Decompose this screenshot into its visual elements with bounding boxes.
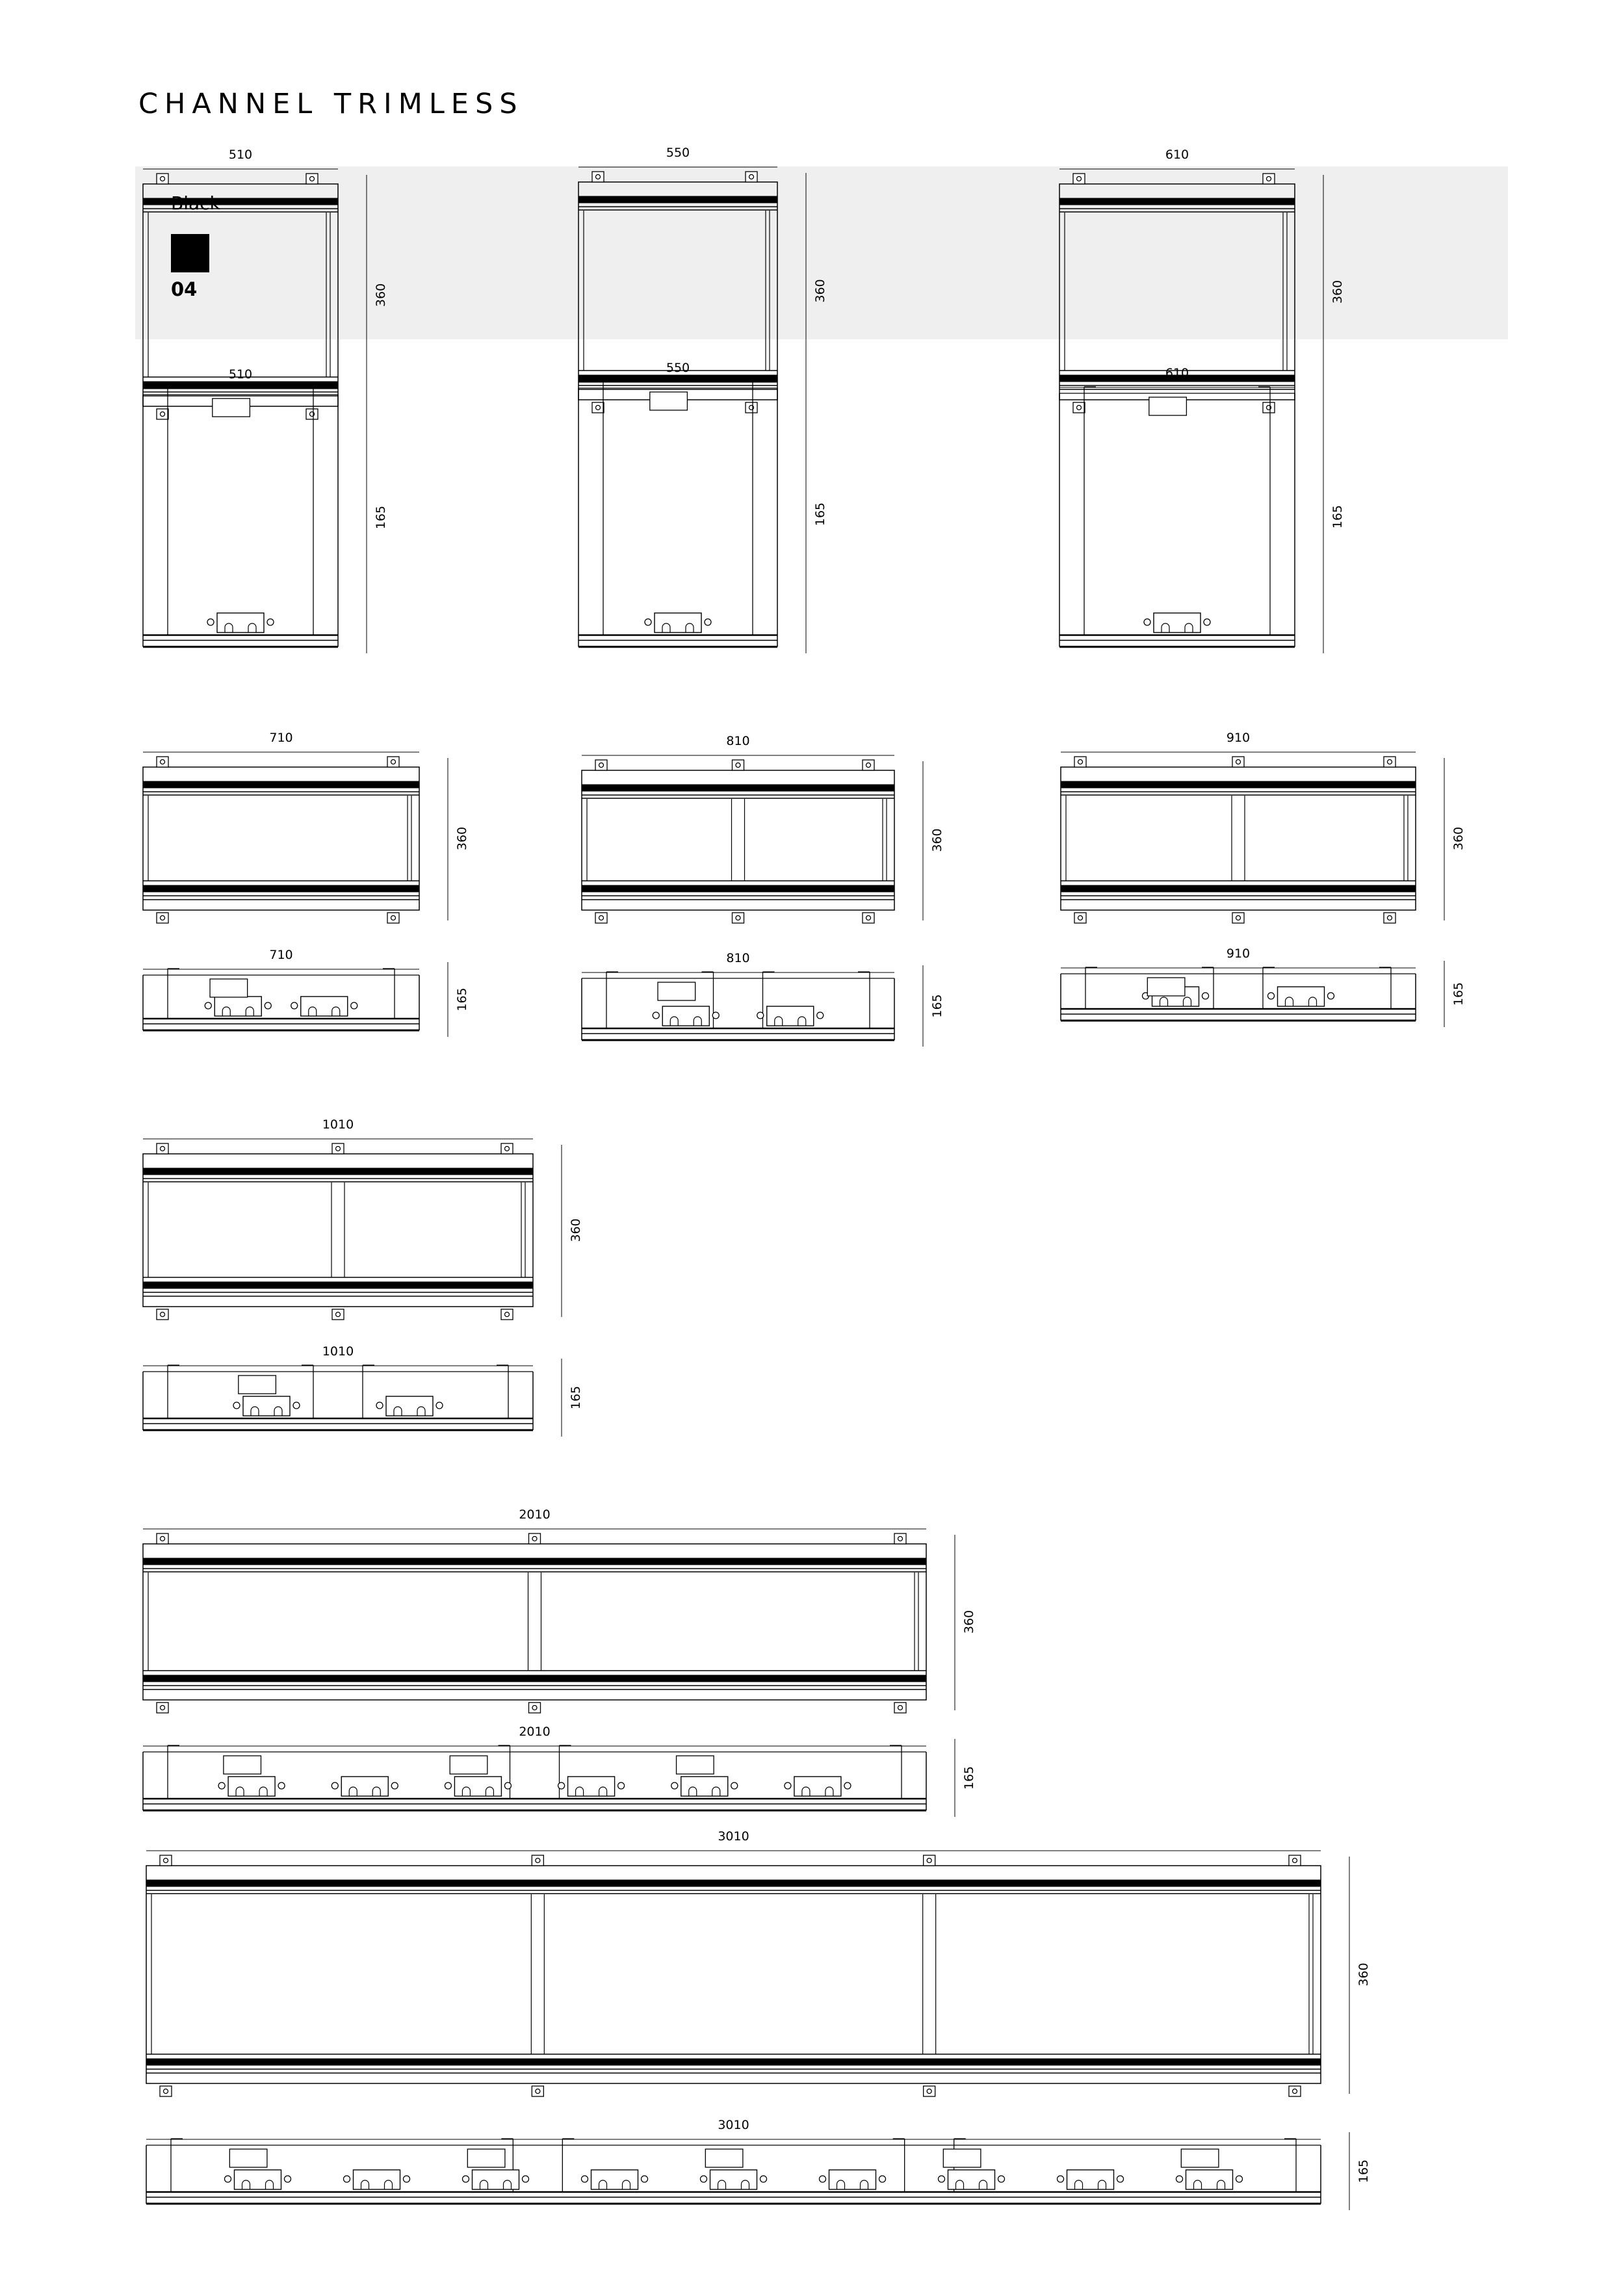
screw-icon: [1388, 916, 1392, 920]
top-view-drawing: [143, 731, 469, 923]
dimension-height-label: 165: [374, 505, 388, 530]
top-view-drawing: [582, 734, 944, 923]
label-plate: [677, 1756, 714, 1774]
screw-icon: [161, 1147, 165, 1151]
driver-box: [591, 2170, 638, 2189]
hole-circle: [757, 1012, 764, 1019]
screw-icon: [336, 1312, 341, 1317]
hole-circle: [1144, 619, 1150, 625]
dimension-width-label: 910: [1226, 731, 1251, 745]
screw-icon: [866, 763, 871, 768]
rail-bottom: [1061, 885, 1416, 892]
dimension-width-label: 810: [726, 734, 750, 748]
screw-icon: [1388, 760, 1392, 764]
dimension-height-label: 360: [813, 279, 827, 303]
label-plate: [943, 2149, 981, 2167]
screw-icon: [532, 1537, 537, 1541]
hole-circle: [293, 1402, 300, 1409]
hole-circle: [1328, 993, 1334, 999]
dimension-width-label: 510: [228, 148, 253, 162]
rail-top: [146, 1880, 1321, 1886]
label-plate: [1147, 978, 1185, 996]
side-view-drawing: [143, 948, 469, 1037]
driver-box: [386, 1396, 433, 1416]
screw-icon: [596, 406, 601, 410]
hole-circle: [558, 1782, 565, 1789]
driver-box: [228, 1777, 275, 1796]
screw-icon: [1077, 406, 1082, 410]
top-view-drawing: [578, 146, 827, 413]
dimension-height-label: 165: [1331, 504, 1345, 529]
label-plate: [450, 1756, 487, 1774]
dimension-height-label: 360: [1331, 280, 1345, 304]
dimension-width-label: 3010: [718, 1829, 749, 1844]
dimension-height-label: 360: [569, 1218, 583, 1242]
screw-icon: [336, 1147, 341, 1151]
dimension-height-label: 360: [1451, 826, 1466, 851]
screw-icon: [1078, 760, 1083, 764]
dimension-height-label: 165: [813, 502, 827, 527]
screw-icon: [898, 1706, 903, 1710]
dimension-width-label: 3010: [718, 2118, 749, 2132]
label-plate: [239, 1376, 276, 1394]
label-plate: [467, 2149, 505, 2167]
screw-icon: [749, 175, 754, 179]
hole-circle: [879, 2176, 886, 2182]
side-view-drawing: [143, 367, 388, 653]
dimension-height-label: 165: [1357, 2159, 1371, 2184]
hole-circle: [1202, 993, 1209, 999]
label-plate: [705, 2149, 743, 2167]
hole-circle: [582, 2176, 588, 2182]
top-view-drawing: [143, 1117, 583, 1320]
screw-icon: [599, 763, 604, 768]
hole-circle: [1204, 619, 1210, 625]
screw-icon: [927, 2089, 931, 2094]
label-plate: [1181, 2149, 1219, 2167]
hole-circle: [1268, 993, 1275, 999]
driver-box: [473, 2170, 519, 2189]
hole-circle: [817, 1012, 824, 1019]
screw-icon: [1267, 177, 1271, 181]
driver-box: [681, 1777, 728, 1796]
dimension-width-label: 710: [269, 948, 293, 962]
top-view-drawing: [143, 148, 388, 419]
hole-circle: [344, 2176, 350, 2182]
hole-circle: [233, 1402, 240, 1409]
label-plate: [213, 398, 250, 417]
rail-bottom: [143, 1282, 533, 1288]
screw-icon: [505, 1312, 510, 1317]
driver-box: [1278, 987, 1325, 1006]
dimension-height-label: 165: [455, 987, 469, 1011]
finish-code: 04: [171, 278, 198, 300]
hole-circle: [1236, 2176, 1243, 2182]
side-view-drawing: [1059, 366, 1345, 653]
dimension-width-label: 810: [726, 951, 750, 965]
screw-icon: [1236, 916, 1241, 920]
rail-bottom: [143, 382, 338, 388]
dimension-width-label: 2010: [519, 1725, 551, 1739]
dimension-width-label: 1010: [322, 1117, 354, 1132]
dimension-height-label: 165: [962, 1766, 976, 1790]
screw-icon: [161, 1312, 165, 1317]
dimension-height-label: 360: [455, 826, 469, 851]
driver-box: [354, 2170, 400, 2189]
hole-circle: [218, 1782, 225, 1789]
screw-icon: [161, 412, 165, 417]
hole-circle: [463, 2176, 469, 2182]
dimension-width-label: 550: [666, 146, 690, 160]
hole-circle: [404, 2176, 410, 2182]
rail-bottom: [582, 885, 894, 892]
hole-circle: [820, 2176, 826, 2182]
screw-icon: [161, 1537, 165, 1541]
hole-circle: [285, 2176, 291, 2182]
hole-circle: [205, 1002, 211, 1009]
hole-circle: [1176, 2176, 1183, 2182]
dimension-width-label: 550: [666, 361, 690, 375]
screw-icon: [1077, 177, 1082, 181]
rail-top: [1059, 198, 1295, 205]
hole-circle: [645, 619, 651, 625]
rail-bottom: [578, 375, 777, 382]
screw-icon: [1293, 1859, 1297, 1863]
dimension-height-label: 165: [569, 1385, 583, 1410]
driver-box: [710, 2170, 757, 2189]
hole-circle: [701, 2176, 707, 2182]
hole-circle: [998, 2176, 1005, 2182]
screw-icon: [596, 175, 601, 179]
driver-box: [568, 1777, 615, 1796]
hole-circle: [712, 1012, 719, 1019]
driver-box: [1186, 2170, 1233, 2189]
rail-top: [582, 785, 894, 791]
screw-icon: [161, 916, 165, 920]
screw-icon: [391, 916, 396, 920]
hole-circle: [504, 1782, 511, 1789]
driver-box: [454, 1777, 501, 1796]
label-plate: [1149, 397, 1187, 415]
hole-circle: [705, 619, 711, 625]
hole-circle: [523, 2176, 529, 2182]
dimension-height-label: 360: [1357, 1963, 1371, 1987]
hole-circle: [939, 2176, 945, 2182]
driver-box: [301, 997, 348, 1016]
page-title: CHANNEL TRIMLESS: [138, 88, 524, 120]
screw-icon: [164, 2089, 168, 2094]
hole-circle: [844, 1782, 851, 1789]
driver-box: [243, 1396, 290, 1416]
rail-bottom: [143, 1675, 926, 1682]
channel-body: [146, 1866, 1321, 2083]
dimension-height-label: 165: [930, 994, 944, 1018]
driver-box: [829, 2170, 876, 2189]
screw-icon: [1236, 760, 1241, 764]
label-plate: [224, 1756, 261, 1774]
screw-icon: [532, 1706, 537, 1710]
hole-circle: [785, 1782, 791, 1789]
rail-top: [578, 196, 777, 203]
driver-box: [217, 613, 264, 633]
hole-circle: [331, 1782, 338, 1789]
hole-circle: [653, 1012, 659, 1019]
driver-box: [341, 1777, 388, 1796]
rail-bottom: [143, 885, 419, 892]
dimension-width-label: 510: [228, 367, 253, 382]
side-view-drawing: [582, 951, 944, 1047]
hole-circle: [207, 619, 214, 625]
rail-top: [143, 1168, 533, 1175]
side-view-drawing: [146, 2118, 1371, 2210]
dimension-width-label: 2010: [519, 1507, 551, 1522]
hole-circle: [671, 1782, 678, 1789]
screw-icon: [164, 1859, 168, 1863]
rail-top: [1061, 781, 1416, 788]
driver-box: [948, 2170, 995, 2189]
label-plate: [658, 982, 695, 1000]
side-view-drawing: [143, 1344, 583, 1437]
screw-icon: [161, 177, 165, 181]
screw-icon: [536, 2089, 540, 2094]
driver-box: [235, 2170, 281, 2189]
side-view-drawing: [1061, 946, 1466, 1027]
hole-circle: [351, 1002, 357, 1009]
dimension-height-label: 360: [962, 1610, 976, 1634]
hole-circle: [376, 1402, 383, 1409]
screw-icon: [505, 1147, 510, 1151]
rail-bottom: [146, 2059, 1321, 2065]
rail-top: [143, 198, 338, 205]
top-view-drawing: [143, 1507, 976, 1713]
hole-circle: [731, 1782, 738, 1789]
dimension-width-label: 610: [1165, 366, 1189, 380]
screw-icon: [536, 1859, 540, 1863]
dimension-width-label: 910: [1226, 946, 1251, 961]
screw-icon: [310, 177, 315, 181]
label-plate: [210, 979, 248, 997]
hole-circle: [225, 2176, 231, 2182]
screw-icon: [1293, 2089, 1297, 2094]
hole-circle: [265, 1002, 271, 1009]
driver-box: [662, 1006, 709, 1026]
rail-top: [143, 1558, 926, 1565]
side-view-drawing: [143, 1725, 976, 1817]
hole-circle: [267, 619, 274, 625]
screw-icon: [898, 1537, 903, 1541]
label-plate: [650, 392, 688, 410]
dimension-height-label: 165: [1451, 982, 1466, 1006]
driver-box: [214, 997, 261, 1016]
driver-box: [1067, 2170, 1114, 2189]
hole-circle: [436, 1402, 443, 1409]
hole-circle: [278, 1782, 285, 1789]
side-view-drawing: [578, 361, 827, 653]
hole-circle: [760, 2176, 767, 2182]
screw-icon: [161, 760, 165, 764]
screw-icon: [1078, 916, 1083, 920]
rail-top: [143, 781, 419, 788]
dimension-width-label: 710: [269, 731, 293, 745]
dimension-height-label: 360: [930, 828, 944, 852]
hole-circle: [1058, 2176, 1064, 2182]
screw-icon: [736, 916, 740, 920]
label-plate: [229, 2149, 267, 2167]
screw-icon: [161, 1706, 165, 1710]
top-view-drawing: [1059, 148, 1345, 413]
hole-circle: [642, 2176, 648, 2182]
hole-circle: [618, 1782, 625, 1789]
driver-box: [1154, 613, 1201, 633]
screw-icon: [736, 763, 740, 768]
dimension-width-label: 610: [1165, 148, 1189, 162]
dimension-width-label: 1010: [322, 1344, 354, 1359]
hole-circle: [391, 1782, 398, 1789]
top-view-drawing: [146, 1829, 1371, 2096]
dimension-height-label: 360: [374, 283, 388, 307]
screw-icon: [599, 916, 604, 920]
top-view-drawing: [1061, 731, 1466, 923]
hole-circle: [1117, 2176, 1124, 2182]
driver-box: [767, 1006, 814, 1026]
screw-icon: [927, 1859, 931, 1863]
screw-icon: [391, 760, 396, 764]
hole-circle: [445, 1782, 451, 1789]
driver-box: [794, 1777, 841, 1796]
hole-circle: [291, 1002, 298, 1009]
screw-icon: [866, 916, 871, 920]
driver-box: [655, 613, 701, 633]
